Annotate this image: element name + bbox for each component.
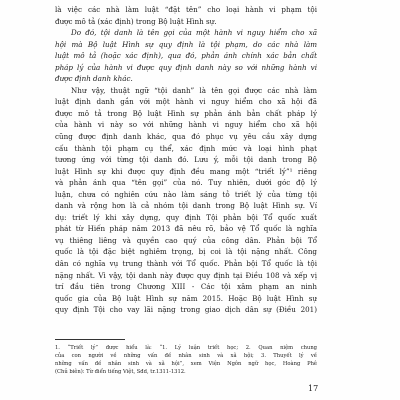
text-line: danh và rộng hơn là cả nhóm tội danh trong Bộ luật Hình sự. Ví — [55, 201, 317, 211]
text-line: được mô tả trong Bộ luật Hình sự phản ánh bản chất pháp lý — [55, 108, 317, 118]
footnote-line: của con người về những vấn đề nhân sinh và xã hội; 3. Thuyết lý về — [55, 353, 317, 359]
text-line: quy định Tội cho vay lãi nặng trong giao dịch dân sự (Điều 201) — [55, 305, 317, 315]
text-line: trí đầu tiên trong Chương XIII - Các tội xâm phạm an ninh — [55, 282, 317, 292]
footnote-line: những vấn đề nhân sinh và xã hội”, xem Viện Ngôn ngữ học, Hoàng Phê — [55, 361, 317, 367]
text-line: tương ứng với từng tội danh đó. Lưu ý, mỗi tội danh trong Bộ — [55, 155, 317, 165]
text-line: quốc là tội đặc biệt nghiêm trọng, bị coi là tội nặng nhất. Công — [55, 247, 317, 257]
text-line: được định danh khác. — [55, 74, 133, 84]
text-line: Do đó, tội danh là tên gọi của một hành vi nguy hiểm cho xã — [71, 28, 317, 38]
text-line: cấu thành tội phạm cụ thể, xác định mức và loại hình phạt — [55, 143, 317, 153]
text-line: luật Hình sự khi được quy định đều mang một “triết lý”¹ riêng — [55, 166, 317, 176]
text-line: dụ: triết lý khi xây dựng, quy định Tội phản bội Tổ quốc xuất — [55, 212, 317, 222]
footnote — [55, 344, 317, 376]
text-line: nặng nhất. Vì vậy, tội danh này được quy định tại Điều 108 và xếp vị — [55, 270, 317, 280]
text-line: và phản ánh qua “tên gọi” của nó. Tuy nhiên, dưới góc độ lý — [55, 178, 317, 188]
text-line: luật định danh gắn với một hành vi nguy hiểm cho xã hội đã — [55, 97, 317, 107]
text-line: vụ thiêng liêng và quyền cao quý của công dân. Phản bội Tổ — [55, 235, 317, 245]
text-line: quốc gia của Bộ luật Hình sự năm 2015. Hoặc Bộ luật Hình sự — [55, 293, 317, 303]
text-line: cũng được định danh khác, qua đó phục vụ yêu cầu xây dựng — [55, 132, 317, 142]
text-line: dân có nghĩa vụ trung thành với Tổ quốc. Phản bội Tổ quốc là tội — [55, 259, 317, 269]
text-line: phát từ Hiến pháp năm 2013 đã nêu rõ, bảo vệ Tổ quốc là nghĩa — [55, 224, 317, 234]
footnote-line: (Chủ biên): Từ điển tiếng Việt, Sđd, tr.1311-1312. — [55, 369, 186, 375]
text-line: hội mà Bộ luật Hình sự quy định là tội phạm, do các nhà làm — [55, 39, 317, 49]
text-line: Như vậy, thuật ngữ “tội danh” là tên gọi được các nhà làm — [71, 85, 317, 95]
page-number: 17 — [308, 384, 319, 393]
footnote-line: 1. “Triết lý” được hiểu là: “1. Lý luận triết học; 2. Quan niệm chung — [55, 345, 317, 351]
main-text — [55, 4, 317, 316]
text-line: pháp lý của hành vi được quy định danh này so với những hành vi — [55, 62, 317, 72]
text-line: của hành vi này so với những hành vi nguy hiểm cho xã hội — [55, 120, 317, 130]
footnote-divider — [55, 339, 125, 340]
text-line: luật mô tả (hoặc xác định), qua đó, phản ánh chính xác bản chất — [55, 51, 317, 61]
text-line: là việc các nhà làm luật “đặt tên” cho loại hành vi phạm tội — [55, 5, 317, 14]
text-line: được mô tả (xác định) trong Bộ luật Hình sự. — [55, 16, 217, 26]
text-line: luận, chưa có nghiên cứu nào làm sáng tỏ triết lý của từng tội — [55, 189, 317, 199]
